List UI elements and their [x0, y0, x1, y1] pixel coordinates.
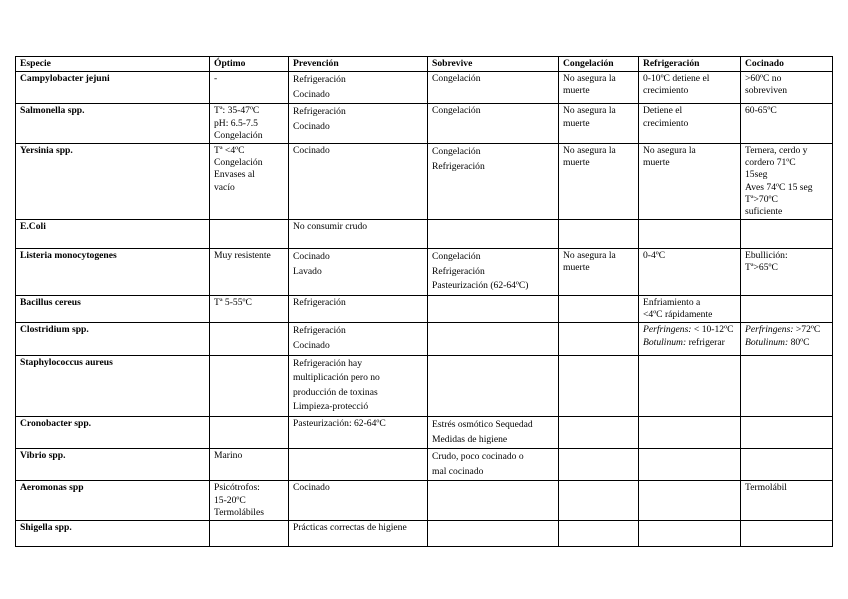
cell-line: Ternera, cerdo y: [745, 145, 808, 156]
cell-prevencion: [289, 72, 428, 104]
cell-prevencion: [289, 416, 428, 448]
cell-congelacion: [559, 144, 639, 220]
cell-especie: Yersinia spp.: [16, 144, 210, 220]
cell-line: Cocinado: [293, 340, 330, 351]
cell-congelacion: [559, 72, 639, 104]
cell-line: suficiente: [745, 206, 783, 218]
cell-sobrevive: [428, 296, 559, 323]
cell-refrigeracion: [639, 520, 741, 546]
cell-line: Limpieza-protecció: [293, 401, 369, 413]
cell-congelacion: [559, 416, 639, 448]
cell-congelacion: [559, 296, 639, 323]
cell-line: Aves 74ºC 15 seg: [745, 181, 813, 193]
cell-line: cordero 71ºC: [745, 157, 796, 169]
cell-cocinado: [741, 249, 833, 296]
cell-optimo: [210, 323, 289, 355]
cell-line: 60-65ºC: [745, 105, 777, 117]
cell-line: [745, 337, 828, 349]
cell-line: Refrigeración: [293, 74, 346, 86]
cell-line: Congelación: [432, 146, 481, 157]
table-row: [16, 144, 833, 220]
cell-line: Refrigeración: [293, 297, 346, 308]
cell-especie: Bacillus cereus: [16, 296, 210, 323]
cell-sobrevive: [428, 104, 559, 144]
cell-line: No asegura la: [563, 250, 616, 262]
cell-line: Psicótrofos:: [214, 482, 260, 494]
table-row: [16, 323, 833, 355]
cell-refrigeracion: [639, 249, 741, 296]
cell-congelacion: [559, 481, 639, 521]
cell-optimo: [210, 416, 289, 448]
cell-prevencion: [289, 296, 428, 323]
cell-line: Prácticas correctas de higiene: [293, 521, 407, 533]
cell-cocinado: [741, 355, 833, 416]
cell-congelacion: [559, 104, 639, 144]
cell-line: Termolábil: [745, 482, 787, 494]
cell-line: vacío: [214, 181, 235, 193]
table-body: [16, 72, 833, 547]
cell-line: muerte: [563, 85, 590, 97]
cell-cocinado: [741, 296, 833, 323]
cell-line-value: >72ºC: [793, 324, 821, 336]
cell-line: Medidas de higiene: [432, 433, 508, 445]
cell-line: Congelación: [432, 251, 481, 263]
cell-line: Cocinado: [293, 482, 330, 494]
cell-line: Refrigeración: [293, 106, 346, 118]
cell-line: Cocinado: [293, 88, 330, 100]
cell-line: 15seg: [745, 169, 768, 181]
cell-optimo: [210, 449, 289, 481]
cell-line: multiplicación pero no: [293, 372, 380, 384]
cell-line: Tª <4ºC: [214, 145, 245, 156]
cell-line-value: < 10-12ºC: [691, 324, 734, 336]
table-row: [16, 449, 833, 481]
cell-line: Tª>65ºC: [745, 262, 778, 274]
cell-line: sobreviven: [745, 85, 788, 97]
cell-line-label: Botulinum:: [745, 336, 789, 348]
cell-optimo: [210, 520, 289, 546]
cell-prevencion: [289, 144, 428, 220]
cell-line: No asegura la: [563, 145, 616, 156]
header-row: [16, 57, 833, 72]
cell-sobrevive: [428, 355, 559, 416]
cell-line: crecimiento: [643, 117, 689, 129]
cell-especie: E.Coli: [16, 220, 210, 249]
cell-line: [643, 337, 736, 349]
cell-prevencion: [289, 104, 428, 144]
cell-prevencion: [289, 449, 428, 481]
cell-line: Lavado: [293, 265, 322, 277]
cell-especie: Salmonella spp.: [16, 104, 210, 144]
header-sobrevive: Sobrevive: [428, 57, 559, 72]
cell-especie: Aeromonas spp: [16, 481, 210, 521]
cell-congelacion: [559, 249, 639, 296]
cell-optimo: [210, 481, 289, 521]
cell-congelacion: [559, 323, 639, 355]
cell-sobrevive: [428, 323, 559, 355]
cell-cocinado: [741, 449, 833, 481]
cell-prevencion: [289, 355, 428, 416]
cell-line-label: Botulinum:: [643, 336, 687, 348]
cell-sobrevive: [428, 72, 559, 104]
cell-line: No asegura la: [563, 73, 616, 85]
cell-optimo: [210, 355, 289, 416]
cell-line: [643, 324, 736, 336]
cell-sobrevive: [428, 520, 559, 546]
cell-optimo: [210, 296, 289, 323]
cell-line: Marino: [214, 450, 243, 462]
cell-line: Cocinado: [293, 145, 330, 156]
cell-cocinado: [741, 104, 833, 144]
cell-line: No consumir crudo: [293, 221, 368, 233]
table-row: [16, 481, 833, 521]
cell-line: muerte: [643, 157, 670, 169]
cell-line-label: Perfringens:: [745, 324, 794, 336]
header-congelacion: Congelación: [559, 57, 639, 72]
cell-refrigeracion: [639, 104, 741, 144]
cell-optimo: [210, 104, 289, 144]
cell-cocinado: [741, 416, 833, 448]
table-row: [16, 520, 833, 546]
table-row: [16, 220, 833, 249]
cell-optimo: [210, 249, 289, 296]
cell-cocinado: [741, 144, 833, 220]
cell-refrigeracion: [639, 323, 741, 355]
cell-refrigeracion: [639, 144, 741, 220]
cell-congelacion: [559, 520, 639, 546]
cell-line: Enfriamiento a: [643, 297, 701, 308]
cell-line: crecimiento: [643, 85, 689, 97]
cell-cocinado: [741, 481, 833, 521]
cell-line: 0-4ºC: [643, 250, 666, 262]
cell-especie: Clostridium spp.: [16, 323, 210, 355]
header-refrigeracion: Refrigeración: [639, 57, 741, 72]
header-especie: Especie: [16, 57, 210, 72]
cell-refrigeracion: [639, 220, 741, 249]
cell-line: Congelación: [214, 129, 263, 141]
cell-line: Estrés osmótico Sequedad: [432, 418, 533, 430]
cell-line: muerte: [563, 262, 590, 274]
cell-line-label: Perfringens:: [643, 324, 692, 336]
table-row: [16, 355, 833, 416]
cell-cocinado: [741, 72, 833, 104]
cell-line: pH: 6.5-7.5: [214, 117, 258, 129]
cell-line: mal cocinado: [432, 465, 484, 477]
cell-line: Pasteurización (62-64ºC): [432, 280, 529, 292]
cell-refrigeracion: [639, 355, 741, 416]
cell-line: Ebullición:: [745, 250, 788, 262]
cell-line: Refrigeración: [432, 265, 485, 277]
cell-congelacion: [559, 355, 639, 416]
cell-line: Tª>70ºC: [745, 193, 778, 205]
cell-line: Detiene el: [643, 105, 683, 117]
cell-line-value: 80ºC: [788, 336, 810, 348]
cell-especie: Staphylococcus aureus: [16, 355, 210, 416]
cell-sobrevive: [428, 449, 559, 481]
cell-especie: Shigella spp.: [16, 520, 210, 546]
cell-line-value: refrigerar: [686, 336, 725, 348]
cell-especie: Cronobacter spp.: [16, 416, 210, 448]
cell-line: >60ºC no: [745, 73, 782, 85]
cell-line: Envases al: [214, 169, 255, 181]
cell-prevencion: [289, 520, 428, 546]
header-optimo: Óptimo: [210, 57, 289, 72]
cell-line: producción de toxinas: [293, 386, 378, 398]
cell-line: Refrigeración hay: [293, 357, 362, 369]
cell-sobrevive: [428, 416, 559, 448]
cell-sobrevive: [428, 249, 559, 296]
table-row: [16, 72, 833, 104]
cell-line: 15-20ºC: [214, 494, 246, 506]
cell-line: -: [214, 73, 218, 85]
cell-prevencion: [289, 249, 428, 296]
cell-line: Congelación: [432, 73, 481, 85]
cell-optimo: [210, 144, 289, 220]
cell-refrigeracion: [639, 296, 741, 323]
cell-refrigeracion: [639, 416, 741, 448]
cell-especie: Campylobacter jejuni: [16, 72, 210, 104]
cell-sobrevive: [428, 220, 559, 249]
cell-congelacion: [559, 220, 639, 249]
cell-refrigeracion: [639, 72, 741, 104]
cell-especie: Vibrio spp.: [16, 449, 210, 481]
cell-cocinado: [741, 520, 833, 546]
cell-line: [745, 324, 828, 336]
cell-line: Pasteurización: 62-64ºC: [293, 417, 386, 429]
cell-optimo: [210, 72, 289, 104]
cell-line: Cocinado: [293, 120, 330, 132]
cell-especie: Listeria monocytogenes: [16, 249, 210, 296]
cell-line: No asegura la: [643, 145, 696, 156]
cell-sobrevive: [428, 481, 559, 521]
cell-cocinado: [741, 323, 833, 355]
pathogen-table: [15, 56, 833, 547]
cell-line: 0-10ºC detiene el: [643, 73, 710, 85]
cell-line: Termolábiles: [214, 506, 264, 518]
cell-line: Refrigeración: [432, 160, 485, 172]
header-prevencion: Prevención: [289, 57, 428, 72]
cell-line: Congelación: [214, 157, 263, 169]
cell-refrigeracion: [639, 481, 741, 521]
cell-line: Refrigeración: [293, 325, 346, 337]
cell-line: Tª: 35-47ºC: [214, 105, 260, 117]
cell-prevencion: [289, 220, 428, 249]
cell-line: Tª 5-55ºC: [214, 297, 252, 308]
cell-optimo: [210, 220, 289, 249]
cell-line: <4ºC rápidamente: [643, 309, 713, 321]
cell-sobrevive: [428, 144, 559, 220]
cell-line: muerte: [563, 117, 590, 129]
cell-line: Crudo, poco cocinado o: [432, 451, 524, 463]
cell-line: Cocinado: [293, 251, 330, 263]
table-row: [16, 104, 833, 144]
cell-line: Muy resistente: [214, 250, 271, 262]
cell-prevencion: [289, 323, 428, 355]
table-row: [16, 416, 833, 448]
header-cocinado: Cocinado: [741, 57, 833, 72]
cell-congelacion: [559, 449, 639, 481]
cell-prevencion: [289, 481, 428, 521]
cell-refrigeracion: [639, 449, 741, 481]
table-row: [16, 296, 833, 323]
cell-line: No asegura la: [563, 105, 616, 117]
table-row: [16, 249, 833, 296]
cell-line: muerte: [563, 157, 590, 169]
cell-cocinado: [741, 220, 833, 249]
cell-line: Congelación: [432, 105, 481, 117]
